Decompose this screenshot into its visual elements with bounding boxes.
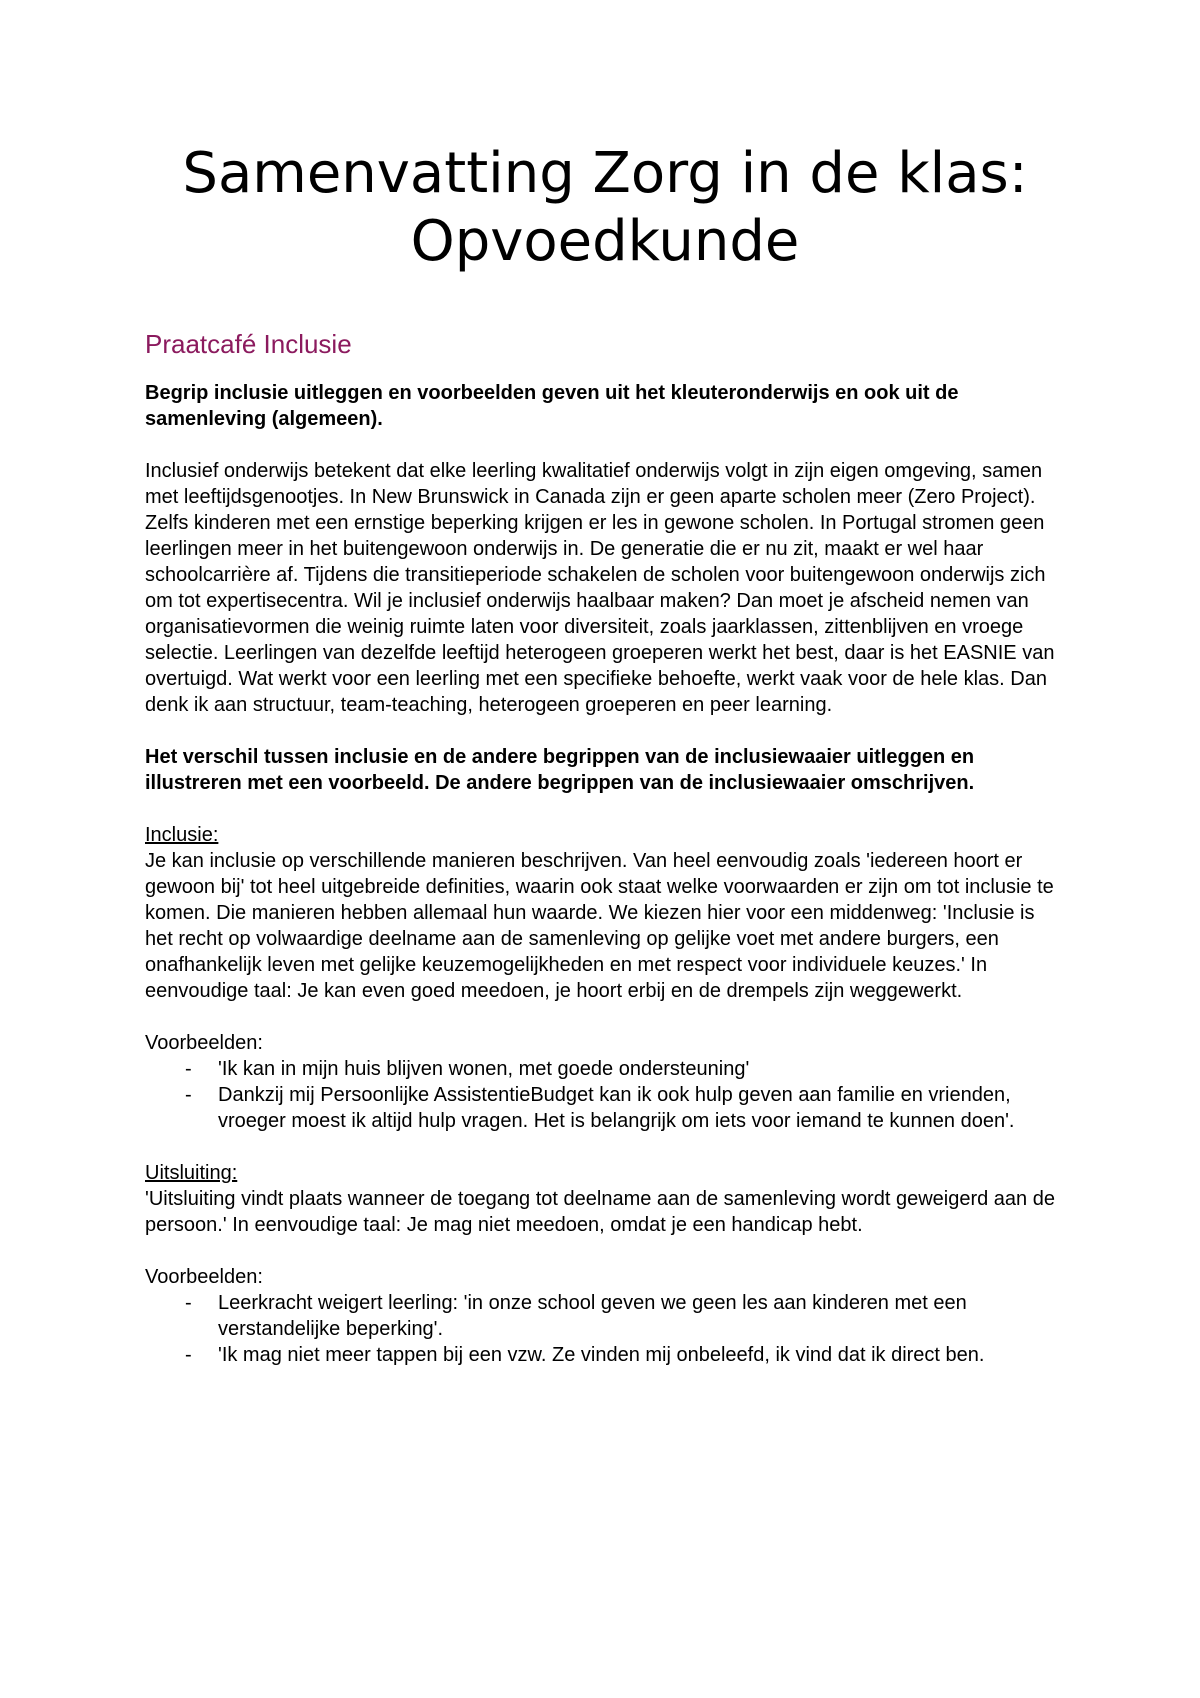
document-title bbox=[145, 140, 1065, 276]
question-1: Begrip inclusie uitleggen en voorbeelden geven uit het kleuteronderwijs en ook uit de samenleving (algemeen). bbox=[145, 382, 959, 430]
uitsluiting-label: Uitsluiting: bbox=[145, 1162, 238, 1184]
list-item bbox=[145, 1082, 1065, 1134]
document-body bbox=[145, 140, 1065, 1394]
dash-bullet: - bbox=[185, 1058, 192, 1080]
voorbeelden-label: Voorbeelden: bbox=[145, 1032, 263, 1054]
dash-bullet: - bbox=[185, 1344, 192, 1366]
list-item-text: 'Ik mag niet meer tappen bij een vzw. Ze vinden mij onbeleefd, ik vind dat ik direct ben. bbox=[218, 1344, 985, 1366]
paragraph-1: Inclusief onderwijs betekent dat elke leerling kwalitatief onderwijs volgt in zijn eigen omgeving, samen met leeftijdsgenootjes. In New Brunswick in Canada zijn er geen aparte scholen meer (Zero Project). Zelfs kinderen met een ernstige beperking krijgen er les in gewone scholen. In Portugal stromen geen leerlingen meer in het buitengewoon onderwijs in. De generatie die er nu zit, maakt er wel haar schoolcarrière af. Tijdens die transitieperiode schakelen de scholen voor buitengewoon onderwijs zich om tot expertisecentra. Wil je inclusief onderwijs haalbaar maken? Dan moet je afscheid nemen van organisatievormen die weinig ruimte laten voor diversiteit, zoals jaarklassen, zittenblijven en vroege selectie. Leerlingen van dezelfde leeftijd heterogeen groeperen werkt het best, daar is het EASNIE van overtuigd. Wat werkt voor een leerling met een specifieke behoefte, werkt vaak voor de hele klas. Dan denk ik aan structuur, team-teaching, heterogeen groeperen en peer learning. bbox=[145, 460, 1055, 716]
question-2: Het verschil tussen inclusie en de andere begrippen van de inclusiewaaier uitleggen en illustreren met een voorbeeld. De andere begrippen van de inclusiewaaier omschrijven. bbox=[145, 746, 975, 794]
inclusie-label: Inclusie: bbox=[145, 824, 219, 846]
list-item bbox=[145, 1342, 1065, 1368]
list-item bbox=[145, 1056, 1065, 1082]
dash-bullet: - bbox=[185, 1084, 192, 1106]
title-line-2: Opvoedkunde bbox=[410, 209, 800, 274]
list-item-text: Dankzij mij Persoonlijke AssistentieBudget kan ik ook hulp geven aan familie en vrienden, vroeger moest ik altijd hulp vragen. Het is belangrijk om iets voor iemand te kunnen doen'. bbox=[218, 1084, 1015, 1132]
list-item bbox=[145, 1290, 1065, 1342]
uitsluiting-text: 'Uitsluiting vindt plaats wanneer de toegang tot deelname aan de samenleving wordt geweigerd aan de persoon.' In eenvoudige taal: Je mag niet meedoen, omdat je een handicap hebt. bbox=[145, 1188, 1055, 1236]
dash-bullet: - bbox=[185, 1292, 192, 1314]
uitsluiting-examples-list bbox=[145, 1290, 1065, 1368]
title-line-1: Samenvatting Zorg in de klas: bbox=[182, 141, 1028, 206]
list-item-text: 'Ik kan in mijn huis blijven wonen, met goede ondersteuning' bbox=[218, 1058, 750, 1080]
list-item-text: Leerkracht weigert leerling: 'in onze school geven we geen les aan kinderen met een verstandelijke beperking'. bbox=[218, 1292, 967, 1340]
inclusie-examples-list bbox=[145, 1056, 1065, 1134]
voorbeelden-label-2: Voorbeelden: bbox=[145, 1266, 263, 1288]
inclusie-text: Je kan inclusie op verschillende manieren beschrijven. Van heel eenvoudig zoals 'iedereen hoort er gewoon bij' tot heel uitgebreide definities, waarin ook staat welke voorwaarden er zijn om tot inclusie te komen. Die manieren hebben allemaal hun waarde. We kiezen hier voor een middenweg: 'Inclusie is het recht op volwaardige deelname aan de samenleving op gelijke voet met andere burgers, een onafhankelijk leven met gelijke keuzemogelijkheden en met respect voor individuele keuzes.' In eenvoudige taal: Je kan even goed meedoen, je hoort erbij en de drempels zijn weggewerkt. bbox=[145, 850, 1054, 1002]
section-heading: Praatcafé Inclusie bbox=[145, 329, 352, 359]
